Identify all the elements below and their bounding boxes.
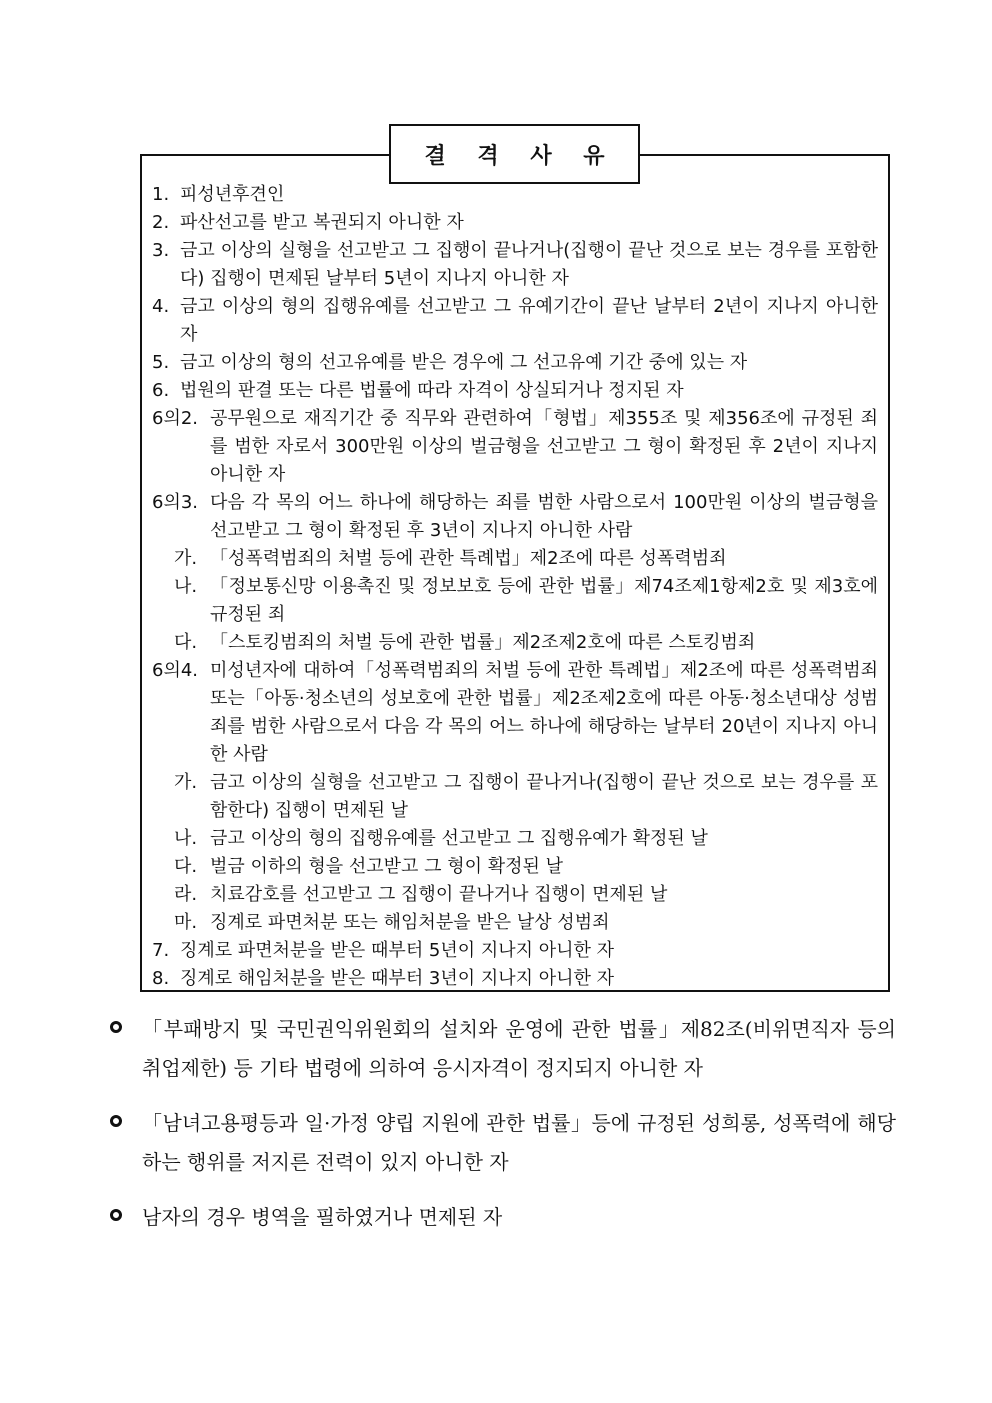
item-number: 6의3.: [152, 492, 199, 513]
item-number: 다.: [174, 856, 198, 877]
sub-item: [152, 909, 878, 937]
additional-requirements: [108, 1010, 896, 1253]
item-text: 징계로 해임처분을 받은 때부터 3년이 지나지 아니한 자: [180, 968, 615, 989]
item-number: 6의2.: [152, 408, 199, 429]
sub-item: [152, 545, 878, 573]
item-text: 공무원으로 재직기간 중 직무와 관련하여「형법」제355조 및 제356조에 규정된 죄를 범한 자로서 300만원 이상의 벌금형을 선고받고 그 형이 확정된 후 2년이 지나지 아니한 자: [210, 408, 878, 485]
item-number: 나.: [174, 828, 198, 849]
item-text: 피성년후견인: [180, 184, 285, 205]
item-text: 금고 이상의 형의 집행유예를 선고받고 그 유예기간이 끝난 날부터 2년이 지나지 아니한 자: [180, 296, 878, 345]
sub-item: [152, 825, 878, 853]
item-text: 파산선고를 받고 복권되지 아니한 자: [180, 212, 464, 233]
sub-item: [152, 769, 878, 825]
bullet-item: [108, 1010, 896, 1088]
circle-bullet-icon: [108, 1104, 142, 1182]
list-item: [152, 377, 878, 405]
item-number: 가.: [174, 548, 198, 569]
list-item: [152, 657, 878, 769]
bullet-text: 남자의 경우 병역을 필하였거나 면제된 자: [142, 1205, 503, 1229]
disqualification-list: [152, 181, 878, 993]
sub-item: [152, 853, 878, 881]
bullet-item: [108, 1198, 896, 1237]
item-number: 라.: [174, 884, 198, 905]
list-item: [152, 405, 878, 489]
list-item: [152, 965, 878, 993]
list-item: [152, 237, 878, 293]
item-number: 6의4.: [152, 660, 199, 681]
item-text: 금고 이상의 실형을 선고받고 그 집행이 끝나거나(집행이 끝난 것으로 보는 경우를 포함한다) 집행이 면제된 날: [210, 772, 878, 821]
sub-item: [152, 881, 878, 909]
item-text: 「성폭력범죄의 처벌 등에 관한 특례법」제2조에 따른 성폭력범죄: [210, 548, 727, 569]
item-text: 징계로 파면처분을 받은 때부터 5년이 지나지 아니한 자: [180, 940, 615, 961]
sub-item: [152, 629, 878, 657]
item-number: 1.: [152, 184, 170, 205]
item-text: 징계로 파면처분 또는 해임처분을 받은 날상 성범죄: [210, 912, 610, 933]
item-text: 법원의 판결 또는 다른 법률에 따라 자격이 상실되거나 정지된 자: [180, 380, 684, 401]
item-text: 미성년자에 대하여「성폭력범죄의 처벌 등에 관한 특례법」제2조에 따른 성폭력범죄 또는「아동·청소년의 성보호에 관한 법률」제2조제2호에 따른 아동·청소년대상 성범죄를 범한 사람으로서 다음 각 목의 어느 하나에 해당하는 날부터 20년이 지나지 아니한 사람: [210, 660, 878, 765]
item-text: 금고 이상의 실형을 선고받고 그 집행이 끝나거나(집행이 끝난 것으로 보는 경우를 포함한다) 집행이 면제된 날부터 5년이 지나지 아니한 자: [180, 240, 878, 289]
item-number: 7.: [152, 940, 170, 961]
item-number: 8.: [152, 968, 170, 989]
list-item: [152, 349, 878, 377]
item-text: 치료감호를 선고받고 그 집행이 끝나거나 집행이 면제된 날: [210, 884, 668, 905]
bullet-item: [108, 1104, 896, 1182]
list-item: [152, 489, 878, 545]
item-number: 4.: [152, 296, 170, 317]
bullet-text: 「남녀고용평등과 일·가정 양립 지원에 관한 법률」등에 규정된 성희롱, 성폭력에 해당하는 행위를 저지른 전력이 있지 아니한 자: [142, 1111, 896, 1174]
list-item: [152, 181, 878, 209]
list-item: [152, 937, 878, 965]
item-number: 2.: [152, 212, 170, 233]
item-text: 금고 이상의 형의 집행유예를 선고받고 그 집행유예가 확정된 날: [210, 828, 708, 849]
sub-item: [152, 573, 878, 629]
item-text: 벌금 이하의 형을 선고받고 그 형이 확정된 날: [210, 856, 564, 877]
item-number: 3.: [152, 240, 170, 261]
item-number: 나.: [174, 576, 198, 597]
item-text: 다음 각 목의 어느 하나에 해당하는 죄를 범한 사람으로서 100만원 이상의 벌금형을 선고받고 그 형이 확정된 후 3년이 지나지 아니한 사람: [210, 492, 878, 541]
item-number: 5.: [152, 352, 170, 373]
bullet-text: 「부패방지 및 국민권익위원회의 설치와 운영에 관한 법률」제82조(비위면직자 등의 취업제한) 등 기타 법령에 의하여 응시자격이 정지되지 아니한 자: [142, 1017, 896, 1080]
item-number: 다.: [174, 632, 198, 653]
item-number: 6.: [152, 380, 170, 401]
item-number: 가.: [174, 772, 198, 793]
list-item: [152, 209, 878, 237]
item-text: 금고 이상의 형의 선고유예를 받은 경우에 그 선고유예 기간 중에 있는 자: [180, 352, 748, 373]
circle-bullet-icon: [108, 1010, 142, 1088]
item-text: 「스토킹범죄의 처벌 등에 관한 법률」제2조제2호에 따른 스토킹범죄: [210, 632, 756, 653]
section-title: 결 격 사 유: [389, 124, 640, 184]
circle-bullet-icon: [108, 1198, 142, 1237]
list-item: [152, 293, 878, 349]
item-number: 마.: [174, 912, 198, 933]
item-text: 「정보통신망 이용촉진 및 정보보호 등에 관한 법률」제74조제1항제2호 및 제3호에 규정된 죄: [210, 576, 878, 625]
